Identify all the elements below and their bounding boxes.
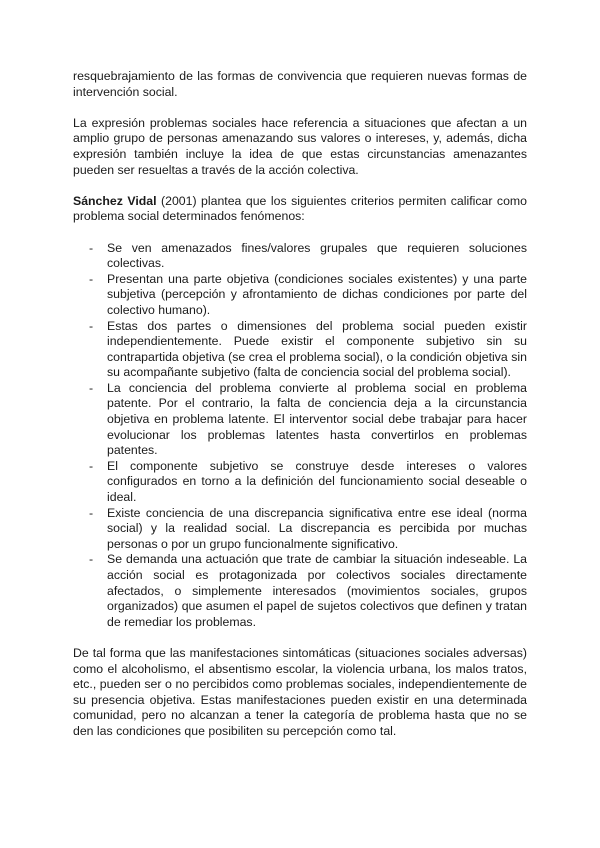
list-item: [73, 381, 527, 459]
list-item: [73, 272, 527, 319]
criterion-text: La conciencia del problema convierte al problema social en problema patente. Por el contrario, la falta de conciencia deja a la circunstancia objetiva en problema latente. El interventor social debe trabajar para hacer evolucionar los problemas latentes hasta convertirlos en problemas patentes.: [107, 380, 527, 458]
criterion-text: Existe conciencia de una discrepancia significativa entre ese ideal (norma social) y la realidad social. La discrepancia es percibida por muchas personas o por un grupo funcionalmente significativo.: [107, 505, 527, 551]
author-name: Sánchez Vidal: [73, 193, 157, 208]
bullet-dash: -: [89, 271, 94, 286]
bullet-dash: -: [89, 552, 94, 567]
criteria-intro-text: (2001) plantea que los siguientes criterios permiten calificar como problema social determinados fenómenos:: [73, 193, 527, 224]
criterion-text: El componente subjetivo se construye desde intereses o valores configurados en torno a la definición del funcionamiento social deseable o ideal.: [107, 458, 527, 505]
bullet-dash: -: [89, 240, 94, 255]
list-item: [73, 319, 527, 381]
list-item: [73, 241, 527, 272]
bullet-dash: -: [89, 380, 94, 395]
list-item: [73, 506, 527, 553]
paragraph-social-problems-definition: La expresión problemas sociales hace referencia a situaciones que afectan a un amplio grupo de personas amenazando sus valores o intereses, y, además, dicha expresión también incluye la idea de que estas circunstancias amenazantes pueden ser resueltas a través de la acción colectiva.: [73, 115, 527, 177]
list-item: [73, 459, 527, 506]
criterion-text: Se ven amenazados fines/valores grupales que requieren soluciones colectivas.: [107, 240, 527, 271]
list-item: [73, 552, 527, 630]
criteria-list: [73, 241, 527, 631]
bullet-dash: -: [89, 318, 94, 333]
paragraph-criteria-intro: [73, 194, 527, 225]
bullet-dash: -: [89, 458, 94, 473]
document-page: [73, 69, 527, 740]
criterion-text: Presentan una parte objetiva (condiciones sociales existentes) y una parte subjetiva (percepción y afrontamiento de dichas condiciones por parte del colectivo humano).: [107, 271, 527, 317]
paragraph-conclusion: De tal forma que las manifestaciones sintomáticas (situaciones sociales adversas) como el alcoholismo, el absentismo escolar, la violencia urbana, los malos tratos, etc., pueden ser o no percibidos como problemas sociales, independientemente de su presencia objetiva. Estas manifestaciones pueden existir en una determinada comunidad, pero no alcanzan a tener la categoría de problema hasta que no se den las condiciones que posibiliten su percepción como tal.: [73, 645, 527, 738]
paragraph-intro-continuation: resquebrajamiento de las formas de convivencia que requieren nuevas formas de intervención social.: [73, 69, 527, 99]
bullet-dash: -: [89, 505, 94, 520]
criterion-text: Se demanda una actuación que trate de cambiar la situación indeseable. La acción social es protagonizada por colectivos sociales directamente afectados, o simplemente interesados (movimientos sociales, grupos organizados) que asumen el papel de sujetos colectivos que definen y tratan de remediar los problemas.: [107, 552, 527, 629]
criterion-text: Estas dos partes o dimensiones del problema social pueden existir independientemente. Puede existir el componente subjetivo sin su contrapartida objetiva (se crea el problema social), o la condición objetiva sin su acompañante subjetivo (falta de conciencia social del problema social).: [107, 318, 527, 380]
